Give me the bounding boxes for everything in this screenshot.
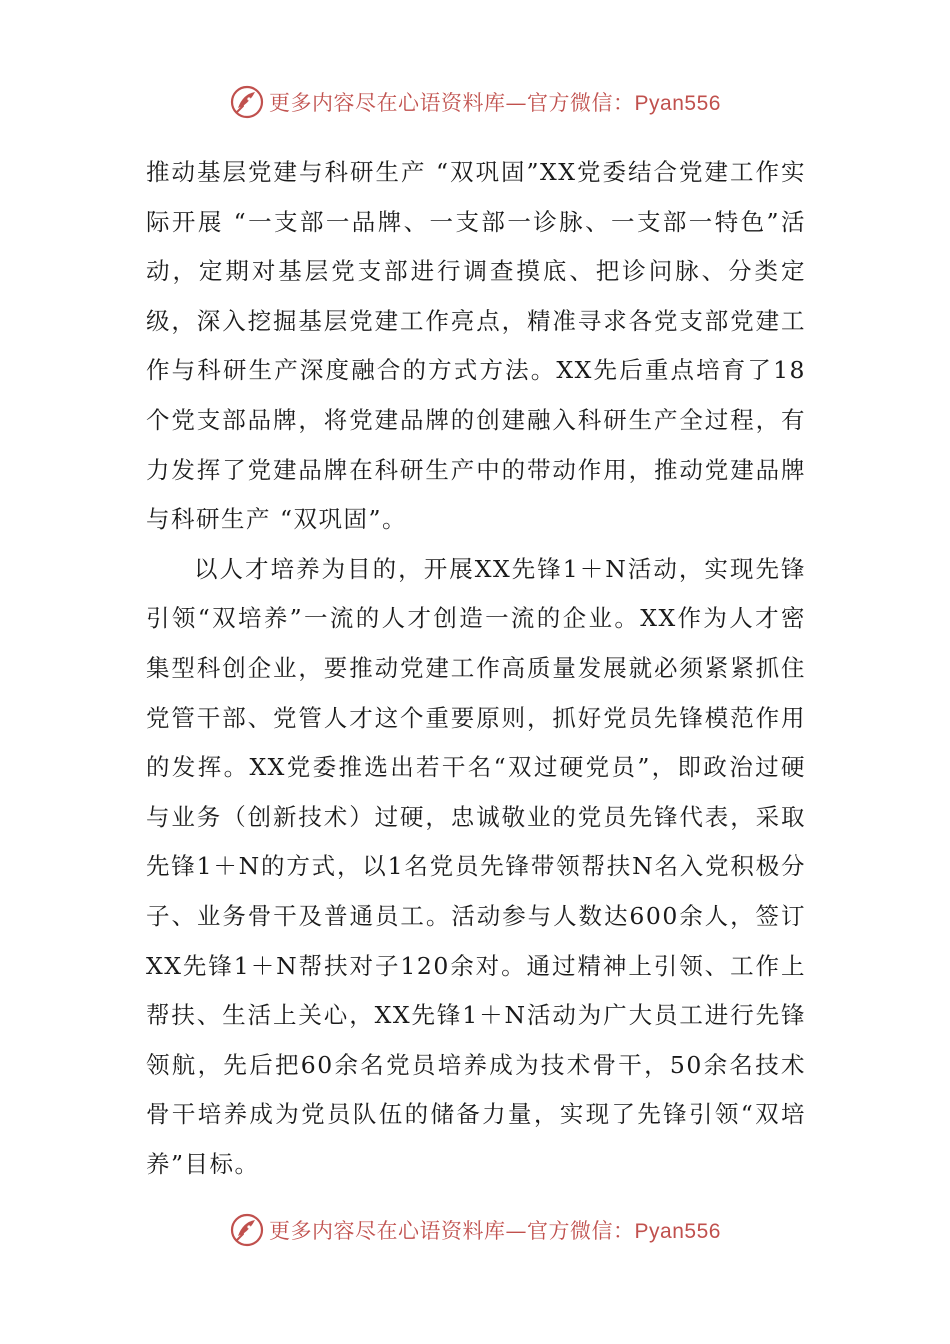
footer-banner-label: 更多内容尽在心语资料库—官方微信：	[269, 1219, 635, 1243]
header-banner-text	[269, 87, 721, 117]
footer-banner-text	[269, 1215, 721, 1245]
header-banner-label: 更多内容尽在心语资料库—官方微信：	[269, 91, 635, 115]
paragraph-talent-training: 以人才培养为目的，开展XX先锋1＋N活动，实现先锋引领“双培养”一流的人才创造一流的企业。XX作为人才密集型科创企业，要推动党建工作高质量发展就必须紧紧抓住党管干部、党管人才这个重要原则，抓好党员先锋模范作用的发挥。XX党委推选出若干名“双过硬党员”，即政治过硬与业务（创新技术）过硬，忠诚敬业的党员先锋代表，采取先锋1＋N的方式，以1名党员先锋带领帮扶N名入党积极分子、业务骨干及普通员工。活动参与人数达600余人，签订XX先锋1＋N帮扶对子120余对。通过精神上引领、工作上帮扶、生活上关心，XX先锋1＋N活动为广大员工进行先锋领航，先后把60余名党员培养成为技术骨干，50余名技术骨干培养成为党员队伍的储备力量，实现了先锋引领“双培养”目标。	[146, 554, 806, 1178]
header-banner	[0, 82, 950, 122]
footer-banner	[0, 1210, 950, 1250]
document-body	[146, 148, 806, 1189]
header-wechat-id: Pyan556	[634, 92, 721, 115]
pen-nib-logo-icon	[229, 84, 265, 120]
paragraph-party-brand: 推动基层党建与科研生产 “双巩固”XX党委结合党建工作实际开展 “一支部一品牌、一支部一诊脉、一支部一特色”活动，定期对基层党支部进行调查摸底、把诊问脉、分类定级，深入挖掘基层党建工作亮点，精准寻求各党支部党建工作与科研生产深度融合的方式方法。XX先后重点培育了18个党支部品牌，将党建品牌的创建融入科研生产全过程，有力发挥了党建品牌在科研生产中的带动作用，推动党建品牌与科研生产 “双巩固”。	[146, 158, 806, 534]
pen-nib-logo-icon	[229, 1212, 265, 1248]
footer-wechat-id: Pyan556	[634, 1220, 721, 1243]
